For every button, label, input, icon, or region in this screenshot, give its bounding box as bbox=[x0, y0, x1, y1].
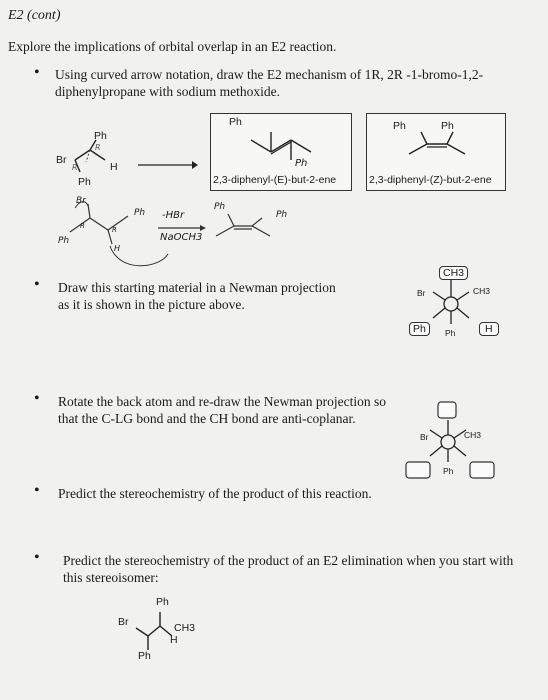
bullet-q2: • bbox=[34, 276, 40, 293]
product-e-box bbox=[210, 113, 352, 191]
bullet-q3: • bbox=[34, 390, 40, 407]
n1-left: Br bbox=[417, 288, 426, 298]
box-z-label: 2,3-diphenyl-(Z)-but-2-ene bbox=[369, 174, 492, 186]
bullet-q5: • bbox=[34, 549, 40, 566]
product-z-box bbox=[366, 113, 506, 191]
s2-ph-top: Ph bbox=[156, 596, 169, 608]
hw-reagent-top: -HBr bbox=[162, 210, 185, 221]
box-e-ph-top: Ph bbox=[229, 116, 242, 128]
n1-bottom-right-tag: H bbox=[479, 322, 499, 336]
s1-ph-bottom: Ph bbox=[78, 176, 91, 188]
newman-projection-2 bbox=[400, 398, 505, 488]
box-e-ph-hand: Ph bbox=[295, 158, 308, 169]
s1-r-mark-2: R bbox=[95, 143, 101, 152]
hw-ph-left: Ph bbox=[58, 236, 70, 246]
question-4-text: Predict the stereochemistry of the product of this reaction. bbox=[58, 486, 372, 501]
s1-ph-top: Ph bbox=[94, 130, 107, 142]
n1-top-tag: CH3 bbox=[439, 266, 468, 280]
n1-right: CH3 bbox=[473, 286, 491, 296]
n1-bottom: Ph bbox=[445, 328, 456, 338]
question-2-text: Draw this starting material in a Newman projection as it is shown in the picture above. bbox=[58, 280, 336, 312]
bullet-q1: • bbox=[34, 64, 40, 81]
s2-ch3: CH3 bbox=[174, 622, 196, 634]
bullet-q4: • bbox=[34, 482, 40, 499]
hw-prod-ph-left: Ph bbox=[214, 202, 226, 212]
hw-h: H bbox=[114, 244, 121, 253]
n2-bottom: Ph bbox=[443, 466, 454, 476]
hw-reagent-bottom: NaOCH3 bbox=[160, 232, 203, 243]
page-title: E2 (cont) bbox=[8, 8, 61, 23]
s1-r-mark: R bbox=[72, 163, 78, 172]
question-5-text: Predict the stereochemistry of the product of an E2 elimination when you start with this stereoisomer: bbox=[63, 553, 514, 585]
s2-br: Br bbox=[118, 616, 129, 628]
reaction-arrow bbox=[138, 158, 198, 170]
box-e-label: 2,3-diphenyl-(E)-but-2-ene bbox=[213, 174, 337, 186]
s2-h: H bbox=[170, 634, 178, 646]
hw-prod-ph-right: Ph bbox=[276, 210, 288, 220]
intro-text: Explore the implications of orbital overlap in an E2 reaction. bbox=[8, 39, 337, 54]
box-z-ph-right: Ph bbox=[441, 120, 454, 132]
n1-bottom-left-tag: Ph bbox=[409, 322, 430, 336]
s2-ph-bottom: Ph bbox=[138, 650, 151, 662]
hw-br: Br bbox=[76, 196, 86, 206]
newman-projection-1 bbox=[395, 262, 510, 342]
hw-r2: R bbox=[112, 226, 117, 234]
s1-h: H bbox=[110, 161, 118, 173]
s1-br: Br bbox=[56, 154, 67, 166]
hw-r1: R bbox=[80, 222, 85, 230]
n2-right: CH3 bbox=[464, 430, 482, 440]
question-1-text: Using curved arrow notation, draw the E2 mechanism of 1R, 2R -1-bromo-1,2-diphenylpropane with sodium methoxide. bbox=[55, 67, 484, 99]
stereoisomer-structure bbox=[110, 596, 230, 680]
hw-ph-right: Ph bbox=[134, 208, 146, 218]
box-z-ph-left: Ph bbox=[393, 120, 406, 132]
question-3-text: Rotate the back atom and re-draw the Newman projection so that the C-LG bond and the CH bond are anti-coplanar. bbox=[58, 394, 387, 426]
n2-left: Br bbox=[420, 432, 429, 442]
handwritten-mechanism bbox=[50, 196, 310, 276]
